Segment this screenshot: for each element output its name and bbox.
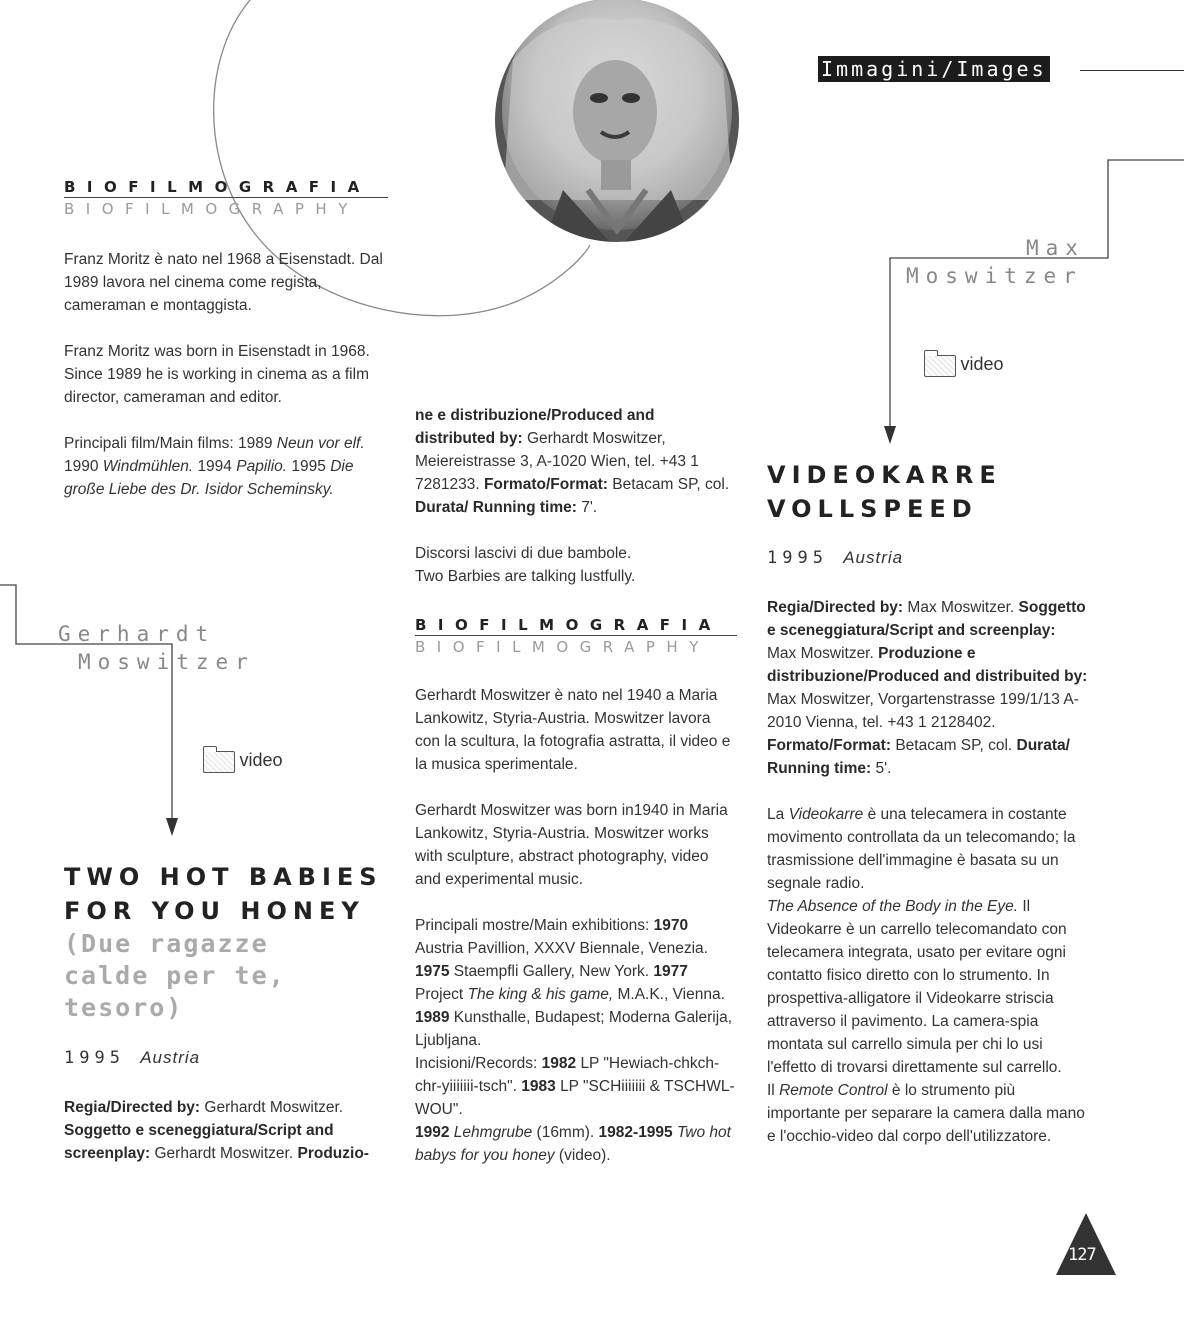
film-title: Windmühlen. <box>102 458 194 475</box>
credits-text <box>64 1096 388 1165</box>
video-label: video <box>239 750 283 770</box>
page-number-badge <box>1056 1213 1116 1275</box>
bio-english: Franz Moritz was born in Eisenstadt in 1968. Since 1989 he is working in cinema as a film director, cameraman and editor. <box>64 343 370 406</box>
film-title-block <box>767 458 1097 526</box>
film-title: Neun vor elf. <box>276 435 365 452</box>
film-year: 1989 <box>237 435 273 452</box>
desc-italic: Videokarre <box>788 806 864 823</box>
section-label-text: Immagini/Images <box>821 57 1047 81</box>
exhibition: Project <box>415 986 464 1003</box>
credit-value: Gerhardt Moswitzer. <box>204 1099 344 1116</box>
col3-body <box>767 596 1089 1148</box>
records <box>415 1052 737 1121</box>
folder-icon <box>924 355 956 377</box>
credits-text <box>415 404 737 519</box>
credit-value: 5'. <box>875 760 892 777</box>
year-country <box>767 548 903 568</box>
work-title: Two hot babys for you honey <box>415 1124 731 1164</box>
bio-heading-rule <box>64 197 388 198</box>
artist-lastname: Moswitzer <box>906 264 1083 288</box>
film-title: Papilio. <box>236 458 288 475</box>
credit-value: Max Moswitzer. <box>767 645 874 662</box>
films-label: Principali film/Main films: <box>64 435 234 452</box>
exhibitions-label: Principali mostre/Main exhibitions: <box>415 917 650 934</box>
desc-text: è lo strumento più importante per separare la camera dalla mano e l'occhio-video dal corpo dell'utilizzatore. <box>767 1082 1085 1145</box>
col2-bio-block <box>415 684 737 1167</box>
work-format: (16mm). <box>536 1124 595 1141</box>
credit-value: Gerhardt Moswitzer, Meiereistrasse 3, A-1020 Wien, tel. +43 1 7281233. <box>415 430 699 493</box>
film-title: Die große Liebe des Dr. Isidor Scheminsky. <box>64 458 354 498</box>
film-title-line: TWO HOT BABIES <box>64 863 383 891</box>
film-title-line: VIDEOKARRE <box>767 461 1002 489</box>
credit-value: Max Moswitzer, Vorgartenstrasse 199/1/13 A-2010 Vienna, tel. +43 1 2128402. <box>767 691 1079 731</box>
bio-heading-it: BIOFILMOGRAFIA <box>64 178 371 196</box>
folder-icon <box>203 751 235 773</box>
connector-lines-left <box>0 580 200 840</box>
credit-value: 7'. <box>581 499 598 516</box>
works <box>415 1121 737 1167</box>
desc-text: La <box>767 806 785 823</box>
credit-label: Produzio- <box>297 1145 369 1162</box>
credit-value: Betacam SP, col. <box>895 737 1013 754</box>
artist-firstname: Gerhardt <box>58 622 216 646</box>
col1-bio-block <box>64 248 388 524</box>
exhibitions <box>415 914 737 1052</box>
year: 1982 <box>541 1055 577 1072</box>
col2-bio-heading <box>415 616 737 656</box>
video-label: video <box>960 354 1004 374</box>
year: 1970 <box>653 917 689 934</box>
year: 1989 <box>415 1009 450 1026</box>
bio-italian: Franz Moritz è nato nel 1968 a Eisenstadt. Dal 1989 lavora nel cinema come regista, cameraman e montaggista. <box>64 251 383 314</box>
work-title: Lehmgrube <box>453 1124 533 1141</box>
desc-text: è una telecamera in costante movimento controllata da un telecomando; la trasmissione dell'immagine è basata su un segnale radio. <box>767 806 1076 892</box>
col1-credits <box>64 1096 388 1165</box>
description-paragraph <box>767 1079 1089 1148</box>
col2-credits <box>415 404 737 588</box>
credit-value: Max Moswitzer. <box>907 599 1015 616</box>
year: 1995 <box>64 1048 125 1068</box>
doll-portrait-image <box>493 0 741 245</box>
film-year: 1990 <box>64 458 99 475</box>
credit-label: ne e distribuzione/Produced and distributed by: <box>415 407 655 447</box>
exhibition: M.A.K., Vienna. <box>617 986 725 1003</box>
film-title-line: FOR YOU HONEY <box>64 897 365 925</box>
triangle-icon <box>1056 1213 1116 1275</box>
credit-value: Gerhardt Moswitzer. <box>154 1145 294 1162</box>
credit-label: Formato/Format: <box>483 476 608 493</box>
exhibition-title: The king & his game, <box>467 986 614 1003</box>
exhibition: Staempfli Gallery, New York. <box>453 963 650 980</box>
artist-lastname: Moswitzer <box>78 650 255 674</box>
credit-label: Durata/ Running time: <box>767 737 1070 777</box>
description-paragraph <box>767 895 1089 1079</box>
credits-text <box>767 596 1089 780</box>
film-year: 1995 <box>291 458 326 475</box>
film-title-line: VOLLSPEED <box>767 495 978 523</box>
bio-heading-en: BIOFILMOGRAPHY <box>415 638 710 656</box>
credit-label: Durata/ Running time: <box>415 499 577 516</box>
video-folder-link[interactable] <box>203 750 282 773</box>
record: LP "SCHiiiiiii & TSCHWL-WOU". <box>415 1078 735 1118</box>
film-title-block <box>64 860 404 1024</box>
work-format: (video). <box>558 1147 611 1164</box>
page-number: 127 <box>1068 1245 1096 1265</box>
synopsis-italian: Discorsi lascivi di due bambole. <box>415 545 632 562</box>
bio-italian: Gerhardt Moswitzer è nato nel 1940 a Maria Lankowitz, Styria-Austria. Moswitzer lavora con la scultura, la fotografia astratta, il video e la musica sperimentale. <box>415 687 731 773</box>
bio-heading-rule <box>415 635 737 636</box>
description-paragraph <box>767 803 1089 895</box>
records-label: Incisioni/Records: <box>415 1055 538 1072</box>
desc-italic: Remote Control <box>779 1082 888 1099</box>
credit-label: Regia/Directed by: <box>64 1099 201 1116</box>
credit-value: Betacam SP, col. <box>612 476 730 493</box>
film-subtitle-line: (Due ragazze <box>64 929 269 958</box>
country: Austria <box>140 1048 201 1067</box>
record: LP "Hewiach-chkch-chr-yiiiiiii-tsch". <box>415 1055 720 1095</box>
film-subtitle-line: calde per te, <box>64 961 286 990</box>
section-label-badge <box>818 56 1050 82</box>
main-films <box>64 432 388 501</box>
desc-text: Il <box>767 1082 775 1099</box>
video-folder-link[interactable] <box>924 354 1003 377</box>
country: Austria <box>843 548 904 567</box>
year: 1975 <box>415 963 450 980</box>
bio-english: Gerhardt Moswitzer was born in1940 in Maria Lankowitz, Styria-Austria. Moswitzer works with sculpture, abstract photography, video and experimental music. <box>415 802 728 888</box>
film-subtitle-line: tesoro) <box>64 993 184 1022</box>
year: 1982-1995 <box>598 1124 673 1141</box>
connector-lines-right <box>880 150 1184 450</box>
year: 1995 <box>767 548 828 568</box>
year-country <box>64 1048 200 1068</box>
credit-label: Soggetto e sceneggiatura/Script and screenplay: <box>767 599 1086 639</box>
bio-heading-en: BIOFILMOGRAPHY <box>64 200 359 218</box>
artist-firstname: Max <box>1026 236 1085 260</box>
film-year: 1994 <box>197 458 232 475</box>
credit-label: Regia/Directed by: <box>767 599 904 616</box>
year: 1977 <box>653 963 688 980</box>
synopsis-english: Two Barbies are talking lustfully. <box>415 568 636 585</box>
exhibition: Austria Pavillion, XXXV Biennale, Venezia. <box>415 940 708 957</box>
year: 1992 <box>415 1124 450 1141</box>
year: 1983 <box>521 1078 556 1095</box>
desc-text: Il Videokarre è un carrello telecomandato con telecamera integrata, usato per evitare ogni contatto fisico diretto con lo strumento. In prospettiva-alligatore il Videokarre striscia attraverso il pavimento. La camera-spia montata sul carrello simula per chi lo usi l'effetto di trovarsi direttamente sul carrello. <box>767 898 1067 1076</box>
credit-label: Soggetto e sceneggiatura/Script and screenplay: <box>64 1122 334 1162</box>
bio-heading-it: BIOFILMOGRAFIA <box>415 616 722 634</box>
credit-label: Formato/Format: <box>767 737 891 754</box>
credit-label: Produzione e distribuzione/Produced and distribuited by: <box>767 645 1088 685</box>
exhibition: Kunsthalle, Budapest; Moderna Galerija, Ljubljana. <box>415 1009 733 1049</box>
header-rule <box>1080 70 1184 71</box>
desc-italic: The Absence of the Body in the Eye. <box>767 898 1019 915</box>
col1-bio-heading <box>64 178 388 218</box>
